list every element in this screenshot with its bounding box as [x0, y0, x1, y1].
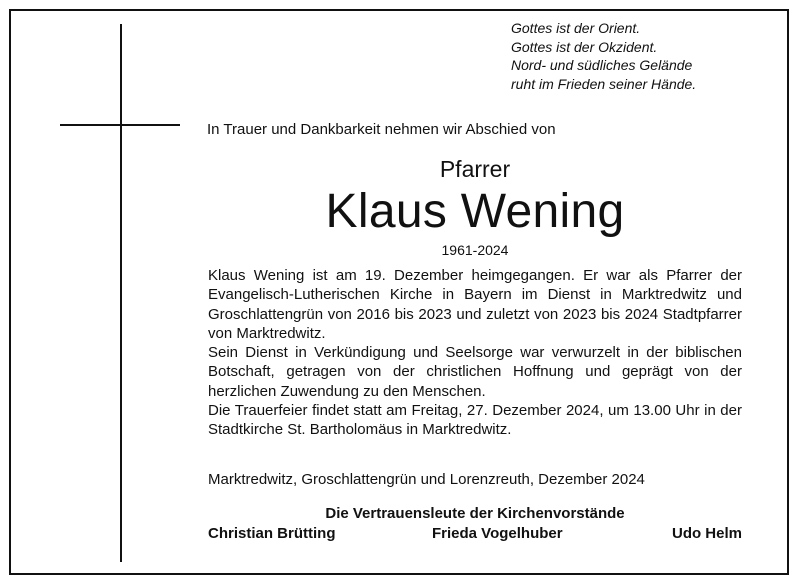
- cross-symbol-horizontal: [60, 124, 180, 126]
- body-paragraph: Die Trauerfeier findet statt am Freitag, 27. Dezember 2024, um 13.00 Uhr in der Stadtkirche St. Bartholomäus in Marktredwitz.: [208, 402, 742, 439]
- deceased-title: Pfarrer: [439, 156, 511, 182]
- poem-verse: [511, 19, 696, 93]
- place-and-date: Marktredwitz, Groschlattengrün und Lorenzreuth, Dezember 2024: [208, 471, 645, 488]
- council-heading: Die Vertrauensleute der Kirchenvorstände: [325, 505, 625, 522]
- poem-line: Nord- und südliches Gelände: [511, 57, 693, 73]
- cross-symbol-vertical: [120, 24, 122, 562]
- signatory-name: Udo Helm: [671, 525, 742, 542]
- poem-line: Gottes ist der Okzident.: [511, 38, 658, 55]
- obituary-body: [208, 266, 742, 440]
- body-paragraph: Sein Dienst in Verkündigung und Seelsorge war verwurzelt in der biblischen Botschaft, getragen von der christlichen Hoffnung und geprägt von der herzlichen Zuwendung zu den Menschen.: [208, 344, 742, 400]
- deceased-name: Klaus Wening: [325, 185, 625, 238]
- poem-line: ruht im Frieden seiner Hände.: [511, 75, 697, 92]
- body-paragraph: Klaus Wening ist am 19. Dezember heimgegangen. Er war als Pfarrer der Evangelisch-Lutherischen Kirche in Bayern im Dienst in Marktredwitz und Groschlattengrün von 2016 bis 2023 und zuletzt von 2023 bis 2024 Stadtpfarrer von Marktredwitz.: [208, 267, 742, 342]
- life-years: 1961-2024: [441, 242, 509, 258]
- intro-text: In Trauer und Dankbarkeit nehmen wir Abschied von: [207, 121, 556, 138]
- signatory-name: Frieda Vogelhuber: [432, 525, 563, 542]
- signatory-name: Christian Brütting: [208, 525, 336, 542]
- poem-line: Gottes ist der Orient.: [511, 20, 641, 36]
